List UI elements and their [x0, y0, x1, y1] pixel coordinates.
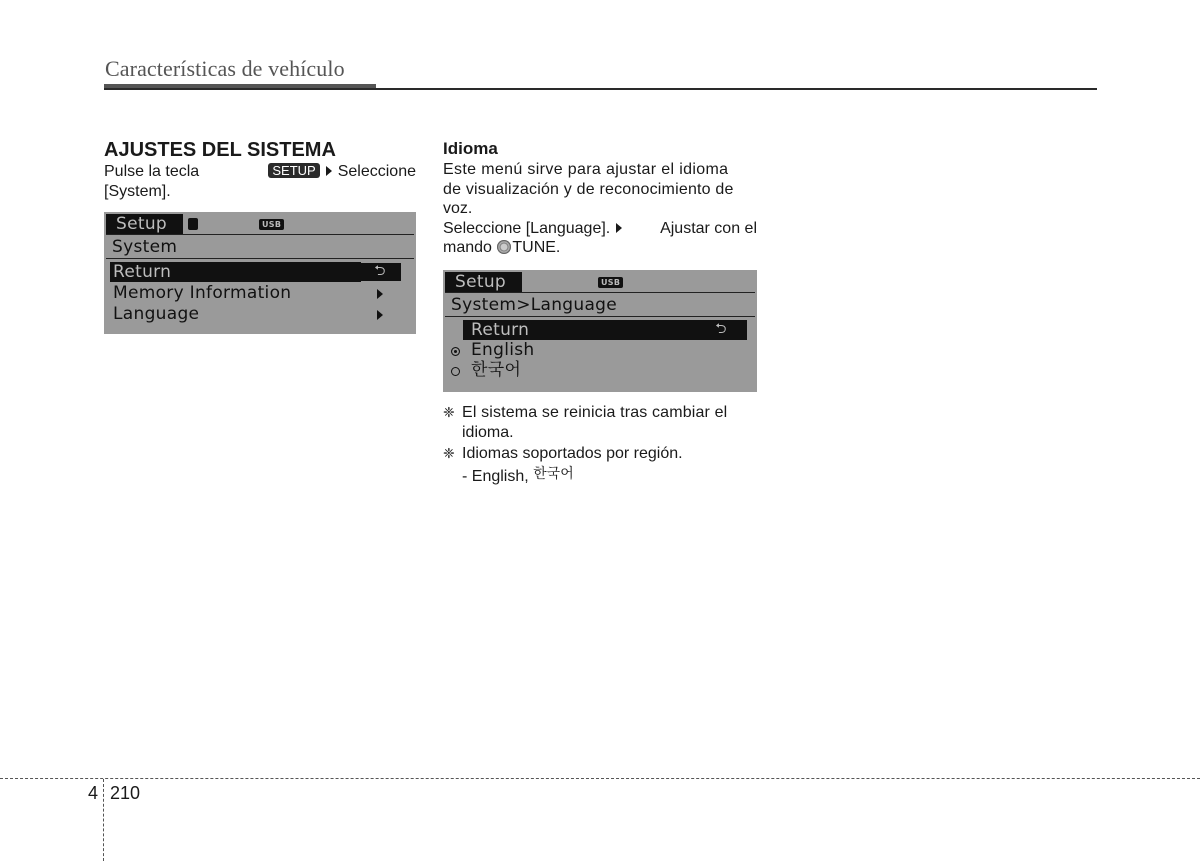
para2-line1: [443, 219, 757, 239]
intro-instruction: [268, 162, 416, 182]
para2-line2-pre: mando: [443, 239, 492, 256]
intro-line-1: [104, 162, 416, 182]
tune-knob-icon: [497, 240, 511, 254]
screen-rule: [106, 234, 414, 235]
intro-line-2: [System].: [104, 182, 171, 200]
right-column: [443, 138, 757, 258]
chevron-right-icon: [377, 310, 383, 320]
note-text: [462, 403, 727, 442]
para2-line2-post: TUNE.: [512, 239, 561, 256]
arrow-right-icon: [616, 223, 622, 233]
note2-sub-korean: 한국어: [533, 464, 574, 481]
para1-line1-text: Este menú sirve para ajustar el idioma: [443, 161, 729, 178]
para2-pre: Seleccione [Language].: [443, 219, 611, 237]
intro-text-pre: Pulse la tecla: [104, 163, 200, 180]
section-heading: AJUSTES DEL SISTEMA: [104, 139, 336, 161]
note2-line: Idiomas soportados por región.: [462, 445, 683, 462]
subsection-heading: Idioma: [443, 139, 498, 158]
notes: [443, 401, 757, 486]
screen-rule: [106, 258, 414, 259]
note-item: [443, 403, 757, 442]
page-header-title: Características de vehículo: [105, 56, 345, 81]
screen-tab-setup: Setup: [106, 214, 183, 234]
language-screen: [443, 270, 757, 392]
para2-text-pre: [443, 219, 628, 239]
note2-sub-pre: - English,: [462, 467, 529, 485]
screen-path: System>Language: [451, 295, 618, 315]
chapter-number: 4: [88, 783, 99, 803]
para1-line1: [443, 160, 757, 180]
menu-item-language[interactable]: Language: [113, 304, 200, 324]
screen-rule: [445, 316, 755, 317]
page-number: 210: [110, 783, 141, 803]
bluetooth-icon: [188, 218, 198, 230]
radio-selected-icon[interactable]: [451, 347, 460, 356]
intro-text-post: Seleccione: [337, 163, 416, 180]
note-item: [443, 444, 757, 486]
para2-line2: [443, 238, 757, 258]
language-option-english[interactable]: English: [471, 340, 535, 360]
note2-sub: [462, 464, 683, 487]
back-icon[interactable]: ⮌: [715, 321, 727, 337]
menu-item-return[interactable]: Return: [110, 262, 361, 282]
para1-line3: voz.: [443, 200, 473, 217]
note1-line2: idioma.: [462, 423, 514, 441]
note-text: [462, 444, 683, 486]
left-column: [104, 138, 416, 201]
header-rule: [104, 88, 1097, 90]
radio-unselected-icon[interactable]: [451, 367, 460, 376]
system-menu-screen: [104, 212, 416, 334]
note-mark-icon: ❈: [443, 445, 455, 461]
para2-text-post: Ajustar con el: [660, 219, 757, 237]
arrow-right-icon: [326, 166, 332, 176]
setup-key-badge: SETUP: [268, 163, 319, 178]
usb-icon: USB: [598, 277, 623, 288]
screen-path: System: [112, 237, 178, 257]
menu-item-return[interactable]: Return: [463, 320, 747, 340]
screen-rule: [445, 292, 755, 293]
usb-icon: USB: [259, 219, 284, 230]
note1-line1: El sistema se reinicia tras cambiar el: [462, 404, 728, 421]
footer-divider: [103, 779, 104, 861]
language-option-korean[interactable]: 한국어: [471, 360, 522, 380]
chevron-right-icon: [377, 289, 383, 299]
para1-line2: de visualización y de reconocimiento de: [443, 180, 734, 198]
menu-item-memory-information[interactable]: Memory Information: [113, 283, 292, 303]
note-mark-icon: ❈: [443, 404, 455, 420]
screen-tab-setup: Setup: [445, 272, 522, 292]
back-icon[interactable]: ⮌: [359, 263, 401, 281]
footer-rule: [0, 778, 1200, 779]
